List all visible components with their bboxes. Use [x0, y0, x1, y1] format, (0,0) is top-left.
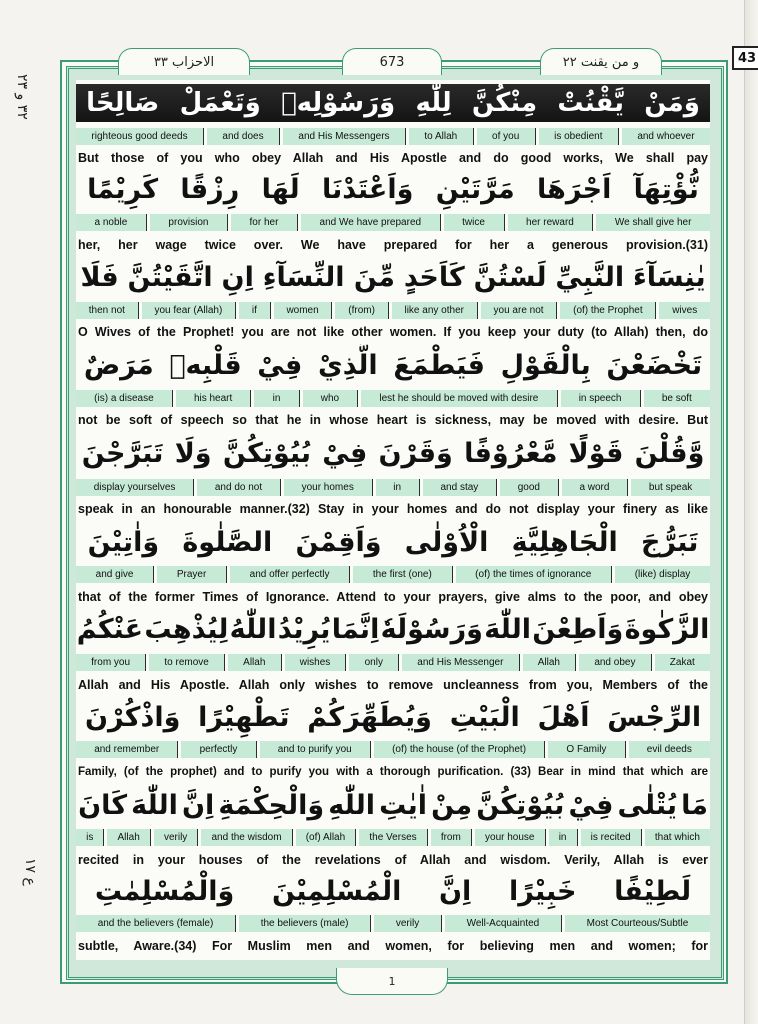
arabic-word: تَخْضَعْنَ	[606, 349, 703, 381]
arabic-word: رِزْقًا	[180, 173, 240, 205]
translation-line: But those of you who obey Allah and His Apostle and do good works, We shall pay	[78, 151, 708, 165]
word-gloss: verily	[154, 829, 199, 846]
arabic-word: لِلّٰهِ	[415, 88, 452, 118]
word-gloss: a noble	[76, 214, 147, 231]
header-left: الاحزاب ٣٣	[118, 48, 250, 75]
translation-line: subtle, Aware.(34) For Muslim men and women, for believing men and women; for	[78, 939, 708, 953]
arabic-word: يَّقْنُتْ	[557, 88, 624, 118]
arabic-word: وَالْحِكْمَةِ	[218, 789, 325, 821]
arabic-word: مِّنَ النِّسَآءِ	[262, 261, 395, 293]
word-gloss: and do not	[197, 479, 281, 496]
word-gloss: and whoever	[622, 128, 710, 145]
arabic-word: اَهْلَ	[537, 701, 590, 733]
arabic-word: قَلْبِهٖ	[169, 349, 242, 381]
arabic-line	[76, 168, 710, 210]
word-row	[76, 390, 710, 407]
arabic-word: وَتَعْمَلْ	[179, 88, 261, 118]
arabic-word: نُّؤْتِهَآ	[633, 173, 699, 205]
arabic-word: وَمَنْ	[644, 88, 700, 118]
word-gloss: who	[303, 390, 359, 407]
arabic-word: خَبِيْرًا	[508, 875, 577, 907]
word-gloss: your homes	[284, 479, 373, 496]
arabic-word: وَالْمُسْلِمٰتِ	[94, 875, 235, 907]
word-gloss: but speak	[631, 479, 710, 496]
word-row	[76, 302, 710, 319]
arabic-word: اِنَّ	[181, 789, 215, 821]
arabic-word: تَبَرُّجَ	[640, 526, 699, 558]
word-gloss: and stay	[423, 479, 497, 496]
arabic-word: اللّٰهِ	[328, 789, 375, 821]
arabic-line	[76, 256, 710, 298]
word-gloss: and give	[76, 566, 154, 583]
word-gloss: evil deeds	[629, 741, 710, 758]
word-gloss: you fear (Allah)	[142, 302, 236, 319]
arabic-word: وَاٰتِيْنَ	[87, 526, 160, 558]
word-gloss: is obedient	[539, 128, 619, 145]
word-gloss: perfectly	[181, 741, 256, 758]
word-gloss: be soft	[644, 390, 710, 407]
word-gloss: of you	[477, 128, 536, 145]
word-gloss: and offer perfectly	[230, 566, 350, 583]
word-gloss: twice	[444, 214, 505, 231]
word-gloss: from	[431, 829, 472, 846]
arabic-word: الْاُوْلٰى	[404, 526, 489, 558]
word-gloss: and the believers (female)	[76, 915, 236, 932]
word-gloss: and the wisdom	[201, 829, 292, 846]
word-gloss: wishes	[285, 654, 347, 671]
translation-line: that of the former Times of Ignorance. Attend to your prayers, give alms to the poor, and obey	[78, 590, 708, 604]
arabic-word: لِيُذْهِبَ	[144, 613, 229, 645]
word-row	[76, 741, 710, 758]
word-gloss: then not	[76, 302, 139, 319]
arabic-word: كَاَحَدٍ	[403, 261, 465, 293]
arabic-word: مِنْكُنَّ	[471, 88, 538, 118]
word-gloss: O Family	[548, 741, 625, 758]
arabic-word: وَاَقِمْنَ	[295, 526, 382, 558]
arabic-word: الصَّلٰوةَ	[182, 526, 273, 558]
translation-line: her, her wage twice over. We have prepared for her a generous provision.(31)	[78, 238, 708, 252]
arabic-line	[76, 696, 710, 738]
word-gloss: in	[254, 390, 299, 407]
page-content	[76, 80, 710, 960]
word-row	[76, 479, 710, 496]
arabic-word: الَّذِيْ	[317, 349, 378, 381]
bottom-ornament: 1	[336, 968, 448, 995]
arabic-word: لَسْتُنَّ	[473, 261, 547, 293]
word-gloss: in	[376, 479, 420, 496]
arabic-word: تَبَرَّجْنَ	[81, 437, 164, 469]
word-gloss: and His Messengers	[283, 128, 406, 145]
word-gloss: you are not	[481, 302, 558, 319]
arabic-word: يُتْلٰى	[617, 789, 678, 821]
word-gloss: (of) the Prophet	[560, 302, 656, 319]
arabic-word: وَّقُلْنَ	[634, 437, 705, 469]
arabic-line	[76, 432, 710, 474]
word-gloss: is recited	[581, 829, 642, 846]
word-gloss: and to purify you	[260, 741, 371, 758]
word-gloss: righteous good deeds	[76, 128, 204, 145]
word-gloss: to remove	[149, 654, 225, 671]
word-row	[76, 915, 710, 932]
word-gloss: and does	[207, 128, 280, 145]
arabic-word: الْمُسْلِمِيْنَ	[271, 875, 402, 907]
arabic-word: اِنَّمَا	[331, 613, 380, 645]
page-edge	[744, 0, 758, 1024]
arabic-word: وَاذْكُرْنَ	[84, 701, 181, 733]
arabic-word: لَطِيْفًا	[614, 875, 692, 907]
arabic-word: فِيْ	[568, 789, 614, 821]
arabic-word: بِالْقَوْلِ	[500, 349, 591, 381]
translation-line: Family, (of the prophet) and to purify you with a thorough purification. (33) Bear in mind that which are	[78, 766, 708, 778]
arabic-word: اَجْرَهَا	[536, 173, 612, 205]
arabic-word: اِنِ	[221, 261, 254, 293]
word-gloss: women	[274, 302, 333, 319]
arabic-word: بُيُوْتِكُنَّ	[222, 437, 312, 469]
arabic-word: فِيْ	[322, 437, 368, 469]
word-gloss: a word	[562, 479, 628, 496]
word-gloss: that which	[645, 829, 710, 846]
word-gloss: only	[349, 654, 399, 671]
word-row	[76, 829, 710, 846]
word-gloss: for her	[231, 214, 298, 231]
arabic-word: كَانَ	[78, 789, 128, 821]
word-gloss: Allah	[228, 654, 282, 671]
translation-line: Allah and His Apostle. Allah only wishes to remove uncleanness from you, Members of the	[78, 678, 708, 692]
word-gloss: and We have prepared	[301, 214, 441, 231]
word-gloss: the first (one)	[353, 566, 452, 583]
word-row	[76, 654, 710, 671]
word-gloss: in speech	[561, 390, 641, 407]
word-gloss: his heart	[176, 390, 252, 407]
word-gloss: if	[239, 302, 271, 319]
arabic-word: النَّبِيِّ	[555, 261, 625, 293]
word-gloss: in	[549, 829, 578, 846]
word-gloss: and obey	[579, 654, 651, 671]
arabic-word: مَّعْرُوْفًا	[464, 437, 558, 469]
side-mark-top: ٣٢ و ٢٣	[14, 74, 30, 120]
word-gloss: (of) the times of ignorance	[456, 566, 613, 583]
header-right: و من يقنت ٢٢	[540, 48, 662, 75]
arabic-word: اٰيٰتِ	[379, 789, 428, 821]
word-gloss: Zakat	[655, 654, 710, 671]
arabic-word: وَلَا	[174, 437, 212, 469]
arabic-line	[76, 784, 710, 826]
word-gloss: (of) Allah	[296, 829, 357, 846]
arabic-word: مَرَّتَيْنِ	[435, 173, 515, 205]
word-gloss: We shall give her	[596, 214, 710, 231]
arabic-word: اللّٰهُ	[229, 613, 277, 645]
word-gloss: from you	[76, 654, 146, 671]
arabic-word: وَرَسُوْلِهٖ	[281, 88, 396, 118]
word-gloss: Allah	[107, 829, 150, 846]
word-gloss: Allah	[523, 654, 577, 671]
translation-line: not be soft of speech so that he in whose heart is sickness, may be moved with desire. But	[78, 413, 708, 427]
word-gloss: is	[76, 829, 104, 846]
word-gloss: lest he should be moved with desire	[361, 390, 557, 407]
arabic-word: فِيْ	[257, 349, 303, 381]
arabic-line	[76, 521, 710, 563]
arabic-line	[76, 608, 710, 650]
arabic-word: الزَّكٰوةَ	[624, 613, 710, 645]
arabic-banner	[76, 84, 710, 122]
translation-line: speak in an honourable manner.(32) Stay in your homes and do not display your finery as like	[78, 502, 708, 516]
word-gloss: her reward	[508, 214, 594, 231]
word-gloss: Prayer	[157, 566, 227, 583]
arabic-word: وَيُطَهِّرَكُمْ	[307, 701, 432, 733]
arabic-word: الرِّجْسَ	[607, 701, 702, 733]
arabic-word: قَوْلًا	[568, 437, 624, 469]
word-gloss: good	[500, 479, 559, 496]
translation-line: O Wives of the Prophet! you are not like other women. If you keep your duty (to Allah) then, do	[78, 325, 708, 339]
arabic-word: تَطْهِيْرًا	[198, 701, 290, 733]
arabic-word: مَرَضٌ	[83, 349, 154, 381]
word-gloss: Well-Acquainted	[445, 915, 562, 932]
arabic-word: مِنْ	[431, 789, 473, 821]
word-gloss: (is) a disease	[76, 390, 173, 407]
word-row	[76, 128, 710, 145]
page-number: 673	[342, 48, 442, 75]
arabic-word: الْجَاهِلِيَّةِ	[511, 526, 618, 558]
word-gloss: display yourselves	[76, 479, 194, 496]
arabic-word: اِنَّ	[439, 875, 472, 907]
word-gloss: Most Courteous/Subtle	[565, 915, 710, 932]
arabic-word: الْبَيْتِ	[449, 701, 520, 733]
word-gloss: your house	[475, 829, 546, 846]
translation-line: recited in your houses of the revelations of Allah and wisdom. Verily, Allah is ever	[78, 853, 708, 867]
word-gloss: (of) the house (of the Prophet)	[374, 741, 545, 758]
arabic-word: اللّٰهَ	[131, 789, 178, 821]
arabic-word: فَيَطْمَعَ	[393, 349, 485, 381]
arabic-word: وَاَطِعْنَ	[532, 613, 624, 645]
word-gloss: to Allah	[409, 128, 474, 145]
arabic-word: اللّٰهَ	[484, 613, 532, 645]
word-gloss: like any other	[392, 302, 478, 319]
arabic-word: بُيُوْتِكُنَّ	[476, 789, 565, 821]
arabic-word: اتَّقَيْتُنَّ	[127, 261, 213, 293]
left-margin-note: ع ١٧	[22, 858, 38, 886]
arabic-word: يُرِيْدُ	[277, 613, 331, 645]
word-gloss: and His Messenger	[402, 654, 519, 671]
arabic-word: كَرِيْمًا	[87, 173, 159, 205]
word-gloss: provision	[150, 214, 228, 231]
arabic-line	[76, 344, 710, 386]
arabic-line	[76, 870, 710, 912]
word-gloss: wives	[659, 302, 710, 319]
arabic-word: عَنْكُمُ	[76, 613, 144, 645]
arabic-word: صَالِحًا	[86, 88, 160, 118]
arabic-word: وَاَعْتَدْنَا	[321, 173, 414, 205]
word-row	[76, 214, 710, 231]
arabic-word: وَقَرْنَ	[378, 437, 453, 469]
arabic-word: لَهَا	[261, 173, 300, 205]
word-gloss: and remember	[76, 741, 178, 758]
word-gloss: (like) display	[615, 566, 710, 583]
word-gloss: verily	[374, 915, 442, 932]
word-row	[76, 566, 710, 583]
word-gloss: the believers (male)	[239, 915, 371, 932]
arabic-word: فَلَا	[80, 261, 119, 293]
arabic-word: وَرَسُوْلَهٗ	[380, 613, 483, 645]
word-gloss: (from)	[335, 302, 388, 319]
arabic-word: يٰنِسَآءَ	[633, 261, 706, 293]
arabic-word: مَا	[681, 789, 708, 821]
word-gloss: the Verses	[359, 829, 427, 846]
edge-page-number: 43	[732, 46, 758, 70]
